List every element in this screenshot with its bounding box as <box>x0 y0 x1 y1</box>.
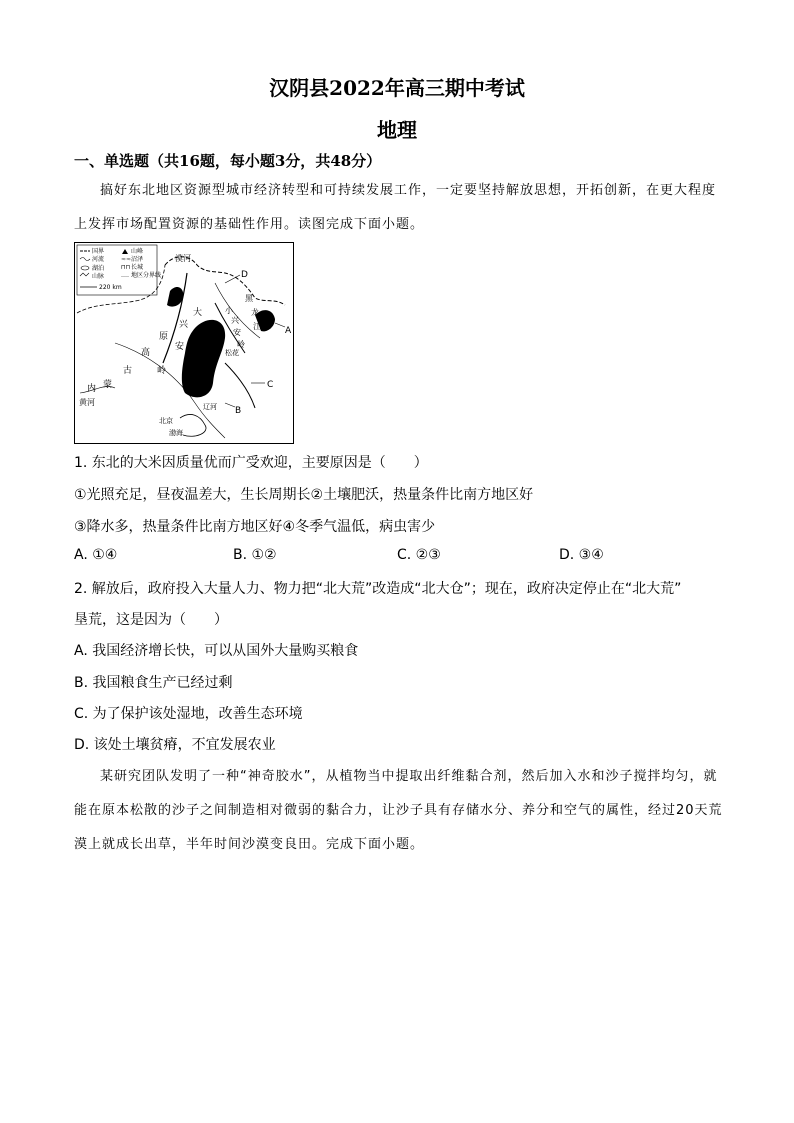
option-a[interactable]: A. ①④ <box>74 547 118 563</box>
map-label: 黑 <box>245 294 253 303</box>
map-label: 渤海 <box>169 429 183 437</box>
map-label-mohe: 漠河 <box>175 254 191 263</box>
map-label: 高 <box>141 348 151 358</box>
map-label: 龙 <box>251 308 259 317</box>
map-label: 黄河 <box>79 398 95 407</box>
legend-item: 湖泊 <box>92 265 105 272</box>
map-label: C <box>267 380 274 390</box>
map-label: 原 <box>159 332 169 342</box>
option-b[interactable]: B. 我国粮食生产已经过剩 <box>74 675 233 691</box>
map-label: 兴 <box>179 320 189 330</box>
map-label: 辽河 <box>203 403 217 411</box>
map-label: 岭 <box>157 366 167 376</box>
map-label: A <box>285 326 292 336</box>
question-1-line: ①光照充足，昼夜温差大，生长周期长②土壤肥沃，热量条件比南方地区好 <box>74 487 534 503</box>
map-label: 兴 <box>231 316 239 325</box>
option-d[interactable]: D. 该处土壤贫瘠，不宜发展农业 <box>74 737 276 753</box>
legend-item: 山脉 <box>92 273 105 280</box>
passage-2: 某研究团队发明了一种“神奇胶水”，从植物当中提取出纤维黏合剂，然后加入水和沙子搅拌均匀，就能在原本松散的沙子之间制造相对微弱的黏合力，让沙子具有存储水分、养分和空气的属性，经过20天荒漠上就成长出草，半年时间沙漠变良田。完成下面小题。 <box>74 769 723 852</box>
map-label: 北京 <box>159 417 173 425</box>
legend-item: 沼泽 <box>131 256 144 263</box>
map-label: 内 <box>87 384 97 394</box>
option-b[interactable]: B. ①② <box>233 547 277 563</box>
map-label: D <box>241 270 248 280</box>
map-scale: 220 km <box>99 284 122 291</box>
map-label: 古 <box>123 366 133 376</box>
svg-text:‥‥: ‥‥ <box>121 272 130 279</box>
option-c[interactable]: C. 为了保护该处湿地，改善生态环境 <box>74 706 303 722</box>
svg-text:≈≈: ≈≈ <box>121 256 132 263</box>
legend-item: 长城 <box>131 264 144 271</box>
subject-title: 地理 <box>377 118 417 142</box>
svg-text:⊓⊓: ⊓⊓ <box>121 264 131 271</box>
option-d[interactable]: D. ③④ <box>559 547 604 563</box>
option-a[interactable]: A. 我国经济增长快，可以从国外大量购买粮食 <box>74 643 359 659</box>
legend-item: 地区分界线 <box>131 272 162 279</box>
map-label: 安 <box>233 328 241 337</box>
legend-item: 河流 <box>92 256 105 263</box>
map-label: 小 <box>225 306 233 315</box>
map-label: 江 <box>253 322 261 331</box>
exam-title: 汉阴县2022年高三期中考试 <box>269 76 525 100</box>
section-heading: 一、单选题（共16题，每小题3分，共48分） <box>74 152 382 170</box>
legend-item: 国界 <box>92 248 105 255</box>
map-label: 松花 <box>225 349 239 357</box>
map-label: 安 <box>175 342 185 352</box>
option-c[interactable]: C. ②③ <box>397 547 441 563</box>
question-2-stem: 2. 解放后，政府投入大量人力、物力把“北大荒”改造成“北大仓”；现在，政府决定停止在“北大荒” <box>74 581 682 597</box>
legend-item: 山峰 <box>131 248 144 255</box>
question-1-stem: 1. 东北的大米因质量优而广受欢迎，主要原因是（ ） <box>74 455 428 471</box>
question-1-line: ③降水多，热量条件比南方地区好④冬季气温低，病虫害少 <box>74 519 436 535</box>
map-label: 岭 <box>237 340 245 349</box>
map-label: 蒙 <box>103 380 113 390</box>
question-2-stem: 垦荒，这是因为（ ） <box>74 612 228 628</box>
map-label: 大 <box>193 308 203 318</box>
map-figure <box>75 243 293 443</box>
passage-1: 搞好东北地区资源型城市经济转型和可持续发展工作，一定要坚持解放思想，开拓创新，在更大程度上发挥市场配置资源的基础性作用。读图完成下面小题。 <box>74 183 717 232</box>
map-label: B <box>235 406 242 416</box>
northeast-china-map <box>74 242 294 444</box>
